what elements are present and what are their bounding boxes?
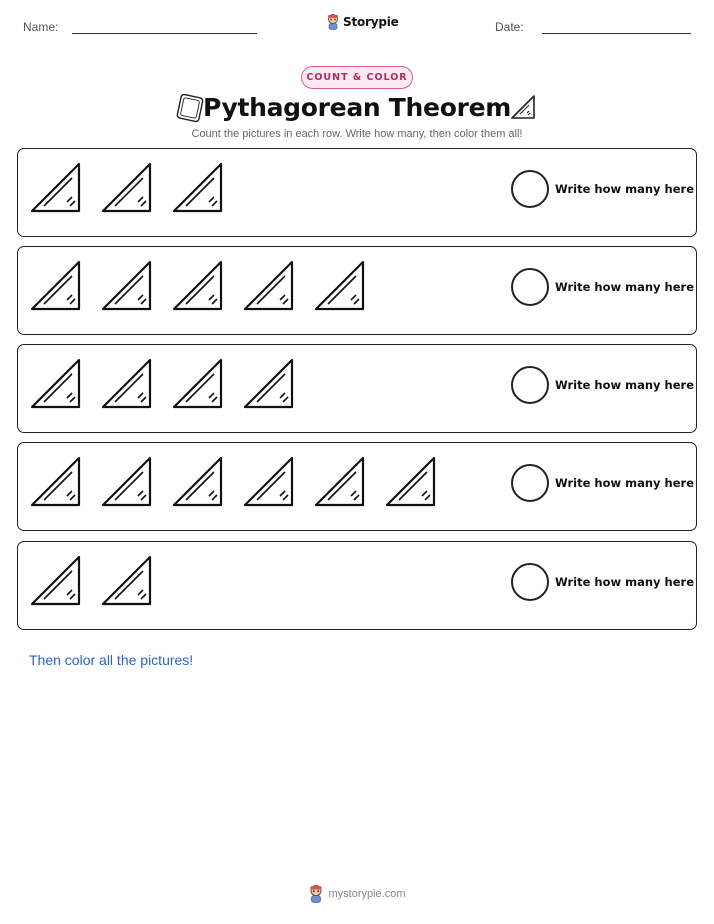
answer-circle[interactable] [511, 563, 549, 601]
set-square-icon[interactable] [172, 358, 224, 415]
set-square-icon[interactable] [314, 456, 366, 513]
footer-url: mystorypie.com [328, 888, 406, 900]
count-row [17, 246, 697, 335]
set-square-icon [508, 94, 538, 127]
set-square-icon[interactable] [385, 456, 437, 513]
count-row [17, 148, 697, 237]
set-square-icon[interactable] [30, 162, 82, 219]
set-square-icon[interactable] [172, 162, 224, 219]
answer-circle[interactable] [511, 464, 549, 502]
answer-circle[interactable] [511, 170, 549, 208]
set-square-icon[interactable] [30, 358, 82, 415]
set-square-icon[interactable] [101, 456, 153, 513]
storypie-mascot-icon [308, 885, 324, 903]
answer-circle[interactable] [511, 366, 549, 404]
set-square-icon[interactable] [101, 260, 153, 317]
set-square-icon[interactable] [101, 555, 153, 612]
set-square-icon[interactable] [172, 260, 224, 317]
date-label: Date: [495, 20, 524, 34]
set-square-icon[interactable] [172, 456, 224, 513]
footer-note: Then color all the pictures! [29, 652, 194, 668]
activity-badge: COUNT & COLOR [301, 66, 413, 89]
answer-prompt: Write how many here [555, 476, 694, 490]
set-square-icon[interactable] [243, 260, 295, 317]
instructions: Count the pictures in each row. Write how many, then color them all! [191, 128, 523, 140]
answer-prompt: Write how many here [555, 575, 694, 589]
storypie-mascot-icon [326, 14, 340, 30]
date-line[interactable] [542, 33, 691, 34]
answer-prompt: Write how many here [555, 378, 694, 392]
set-square-icon[interactable] [314, 260, 366, 317]
set-square-icon[interactable] [243, 358, 295, 415]
count-row [17, 541, 697, 630]
brand-name: Storypie [343, 15, 399, 29]
answer-prompt: Write how many here [555, 280, 694, 294]
set-square-icon[interactable] [30, 555, 82, 612]
page-title: Pythagorean Theorem [202, 93, 512, 122]
set-square-icon[interactable] [101, 162, 153, 219]
count-row [17, 442, 697, 531]
answer-prompt: Write how many here [555, 182, 694, 196]
name-label: Name: [23, 20, 59, 34]
name-line[interactable] [72, 33, 257, 34]
answer-circle[interactable] [511, 268, 549, 306]
brand-logo [326, 14, 399, 30]
set-square-icon[interactable] [101, 358, 153, 415]
set-square-icon[interactable] [30, 456, 82, 513]
count-row [17, 344, 697, 433]
footer-brand [0, 885, 714, 903]
set-square-icon[interactable] [30, 260, 82, 317]
set-square-icon[interactable] [243, 456, 295, 513]
